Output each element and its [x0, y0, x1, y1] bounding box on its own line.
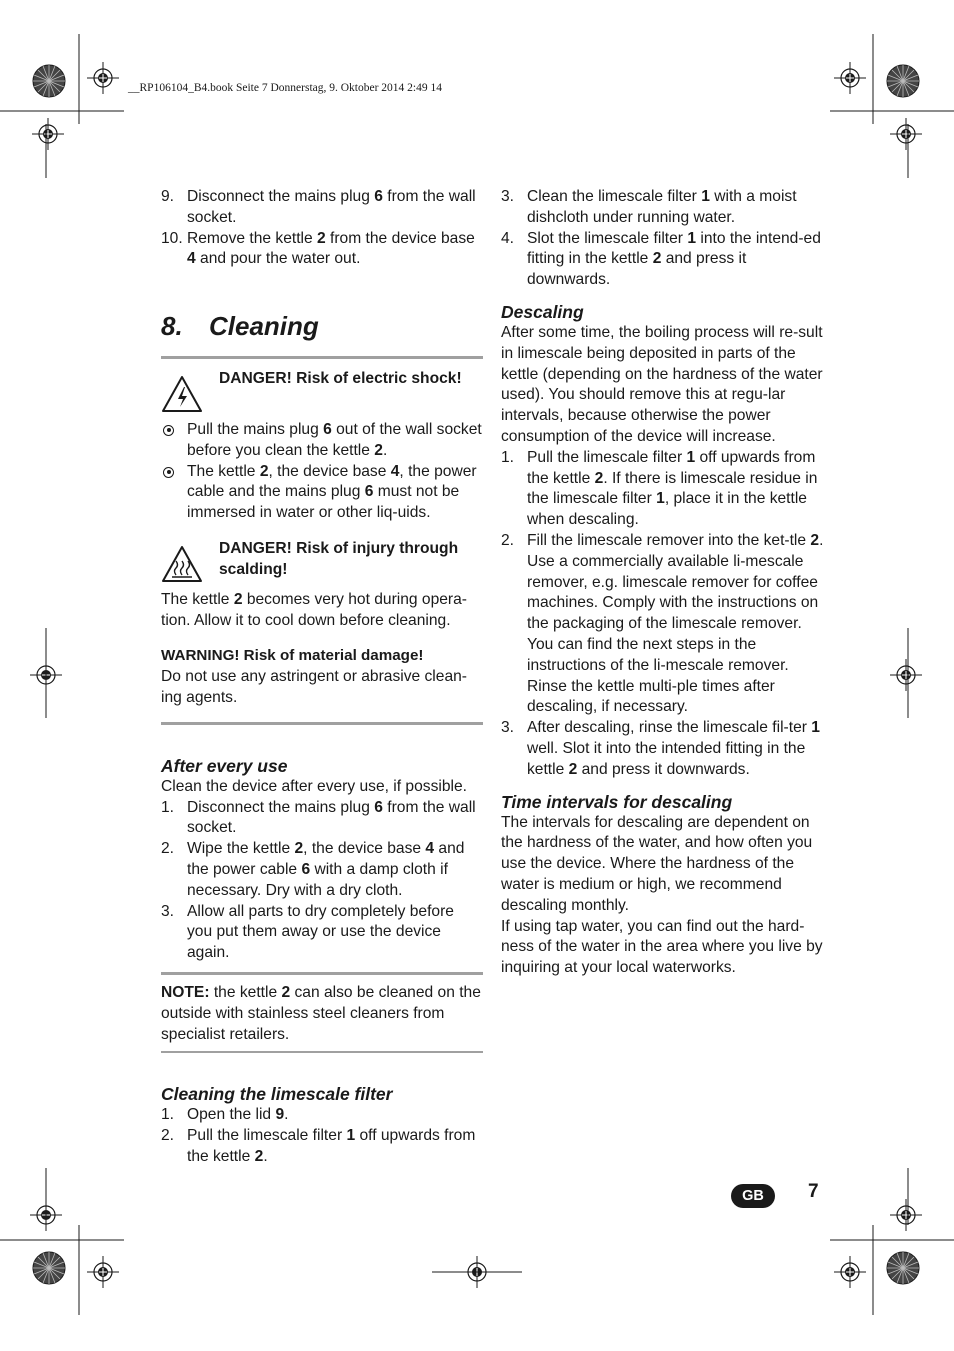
danger-title: DANGER! Risk of electric shock!	[219, 370, 462, 388]
left-column	[161, 187, 483, 1168]
language-badge: GB	[731, 1184, 775, 1208]
danger-scald-text: The kettle 2 becomes very hot during opera-tion. Allow it to cool down before cleaning.	[161, 590, 467, 629]
list-item: 1. Pull the limescale filter 1 off upwards from the kettle 2. If there is limescale residue in the limescale filter 1, place it in the kettle when descaling.	[501, 448, 818, 529]
note-block: NOTE: the kettle 2 can also be cleaned on the outside with stainless steel cleaners from specialist retailers.	[161, 983, 481, 1043]
divider	[161, 972, 483, 975]
after-use-steps	[161, 798, 483, 964]
list-item: 3. After descaling, rinse the limescale fil-ter 1 well. Slot it into the intended fitting in the kettle 2 and press it downwards.	[501, 719, 820, 778]
hot-surface-warning-icon	[161, 539, 205, 590]
list-item: 1. Disconnect the mains plug 6 from the wall socket.	[161, 798, 476, 837]
section-heading: After every use	[161, 755, 288, 776]
list-item: 10. Remove the kettle 2 from the device base 4 and pour the water out.	[161, 229, 475, 268]
after-use-intro: Clean the device after every use, if possible.	[161, 777, 467, 795]
divider	[161, 356, 483, 359]
warning-text: Do not use any astringent or abrasive clean-ing agents.	[161, 668, 467, 706]
steps-top	[161, 187, 483, 270]
descaling-intro: After some time, the boiling process will re-sult in limescale being deposited in parts of the kettle (depending on the hardness of the water used). You should remove this at regu-lar intervals, because otherwise the power consumption of the device will increase.	[501, 323, 823, 445]
chapter-number: 8.	[161, 311, 183, 342]
bullet-icon	[163, 425, 174, 436]
right-column	[501, 187, 824, 979]
bullet-icon	[163, 467, 174, 478]
list-item: 3. Clean the limescale filter 1 with a moist dishcloth under running water.	[501, 188, 797, 226]
page-number: 7	[808, 1181, 819, 1202]
danger-electric-block	[161, 369, 483, 420]
list-item: The kettle 2, the device base 4, the power cable and the mains plug 6 must not be immersed in water or other liq-uids.	[161, 462, 483, 524]
section-heading: Descaling	[501, 301, 584, 322]
chapter-title: Cleaning	[209, 311, 319, 342]
divider	[161, 1051, 483, 1053]
list-item: 1. Open the lid 9.	[161, 1106, 289, 1124]
list-item: 4. Slot the limescale filter 1 into the intend-ed fitting in the kettle 2 and press it downwards.	[501, 229, 821, 289]
divider	[161, 722, 483, 725]
electric-shock-warning-icon	[161, 369, 205, 420]
warning-title: WARNING! Risk of material damage!	[161, 647, 424, 665]
danger-bullets	[161, 420, 483, 524]
list-item: 9. Disconnect the mains plug 6 from the wall socket.	[161, 188, 476, 226]
descaling-steps	[501, 448, 824, 781]
chapter-heading	[161, 311, 483, 341]
list-item: 3. Allow all parts to dry completely before you put them away or use the device again.	[161, 902, 454, 962]
danger-scald-block	[161, 539, 483, 590]
list-item: 2. Fill the limescale remover into the ket-tle 2. Use a commercially available li-mescale remover, e.g. limescale remover for coffee machines. Comply with the instructions on the packaging of the limescale remover. You can find the next steps in the instructions of the li-mescale remover. Rinse the kettle multi-ple times after descaling, if necessary.	[501, 531, 824, 716]
section-heading: Time intervals for descaling	[501, 791, 733, 812]
intervals-paragraph: If using tap water, you can find out the hard-ness of the water in the area where you live by inquiring at your local waterworks.	[501, 917, 823, 977]
filter-steps	[161, 1105, 483, 1167]
intervals-paragraph: The intervals for descaling are dependent on the hardness of the water, and how often you use the device. Where the hardness of the water is medium or high, we recommend descaling monthly.	[501, 813, 813, 914]
section-heading: Cleaning the limescale filter	[161, 1084, 393, 1105]
print-file-header: __RP106104_B4.book Seite 7 Donnerstag, 9. Oktober 2014 2:49 14	[128, 82, 442, 94]
danger-title: DANGER! Risk of injury through scalding!	[219, 539, 459, 578]
list-item: Pull the mains plug 6 out of the wall socket before you clean the kettle 2.	[161, 420, 483, 462]
list-item: 2. Pull the limescale filter 1 off upwards from the kettle 2.	[161, 1127, 476, 1165]
list-item: 2. Wipe the kettle 2, the device base 4 and the power cable 6 with a damp cloth if necessary. Dry with a dry cloth.	[161, 840, 465, 899]
filter-steps-continued	[501, 187, 824, 291]
